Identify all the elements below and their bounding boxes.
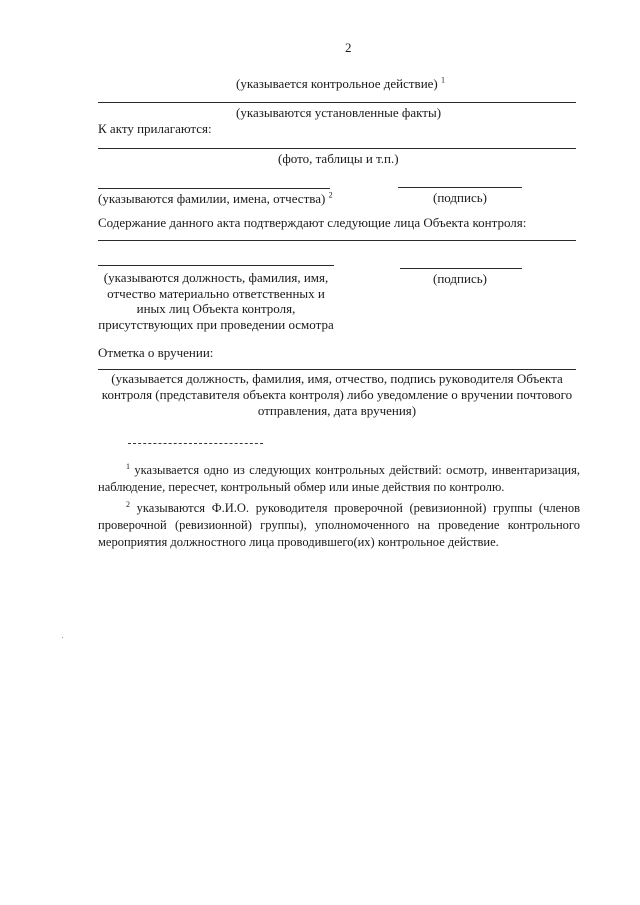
- delivery-caption-line: контроля (представителя объекта контроля) либо уведомление о вручении почтового: [101, 387, 573, 402]
- delivery-label: Отметка о вручении:: [98, 345, 214, 360]
- attachments-caption: (фото, таблицы и т.п.): [278, 151, 399, 166]
- delivery-caption: [98, 371, 576, 419]
- footnote-mark-1: 1: [126, 461, 130, 471]
- signature-line-2: [400, 268, 522, 269]
- responsible-caption-line: иных лиц Объекта контроля,: [136, 301, 296, 316]
- responsible-caption-line: отчество материально ответственных и: [107, 285, 325, 301]
- page-number: 2: [345, 40, 352, 55]
- inspectors-caption: [98, 191, 333, 207]
- footnote-text-1: указывается одно из следующих контрольных действий: осмотр, инвентаризация, наблюдение, пересчет, контрольный обмер или иные действия по контролю.: [98, 463, 580, 494]
- inspectors-caption-text: (указываются фамилии, имена, отчества): [98, 191, 326, 206]
- scan-speck: [62, 637, 63, 638]
- delivery-caption-line: (указывается должность, фамилия, имя, отчество, подпись руководителя Объекта: [111, 371, 563, 386]
- control-action-caption-text: (указывается контрольное действие): [236, 76, 438, 91]
- signature-caption-1: (подпись): [433, 190, 487, 205]
- footnote-1: [98, 462, 580, 496]
- attachments-line: [98, 148, 576, 149]
- responsible-line: [98, 265, 334, 266]
- footnote-ref-1: 1: [441, 75, 446, 85]
- footnote-ref-2: 2: [328, 190, 333, 200]
- established-facts-caption: (указываются установленные факты): [236, 105, 442, 120]
- control-action-caption: [236, 76, 445, 92]
- footnote-text-2: указываются Ф.И.О. руководителя проверочной (ревизионной) группы (членов проверочной (ревизионной) группы), уполномоченного на проведение контрольного мероприятия должностного лица проводившего(их) контрольное действие.: [98, 501, 581, 549]
- footnote-mark-2: 2: [126, 499, 130, 509]
- footnote-separator: [128, 443, 263, 444]
- confirm-text: Содержание данного акта подтверждают следующие лица Объекта контроля:: [98, 215, 527, 230]
- footnote-2: [98, 500, 580, 551]
- facts-line: [98, 102, 576, 103]
- responsible-caption-line: (указываются должность, фамилия, имя,: [103, 270, 329, 285]
- delivery-line: [98, 369, 576, 370]
- responsible-caption: [96, 270, 336, 332]
- confirm-line-1: [98, 240, 576, 241]
- signature-caption-2: (подпись): [433, 271, 487, 286]
- inspectors-line: [98, 188, 330, 189]
- delivery-caption-line: отправления, дата вручения): [257, 403, 417, 418]
- responsible-caption-line: присутствующих при проведении осмотра: [98, 316, 334, 332]
- signature-line-1: [398, 187, 522, 188]
- attached-label: К акту прилагаются:: [98, 121, 212, 136]
